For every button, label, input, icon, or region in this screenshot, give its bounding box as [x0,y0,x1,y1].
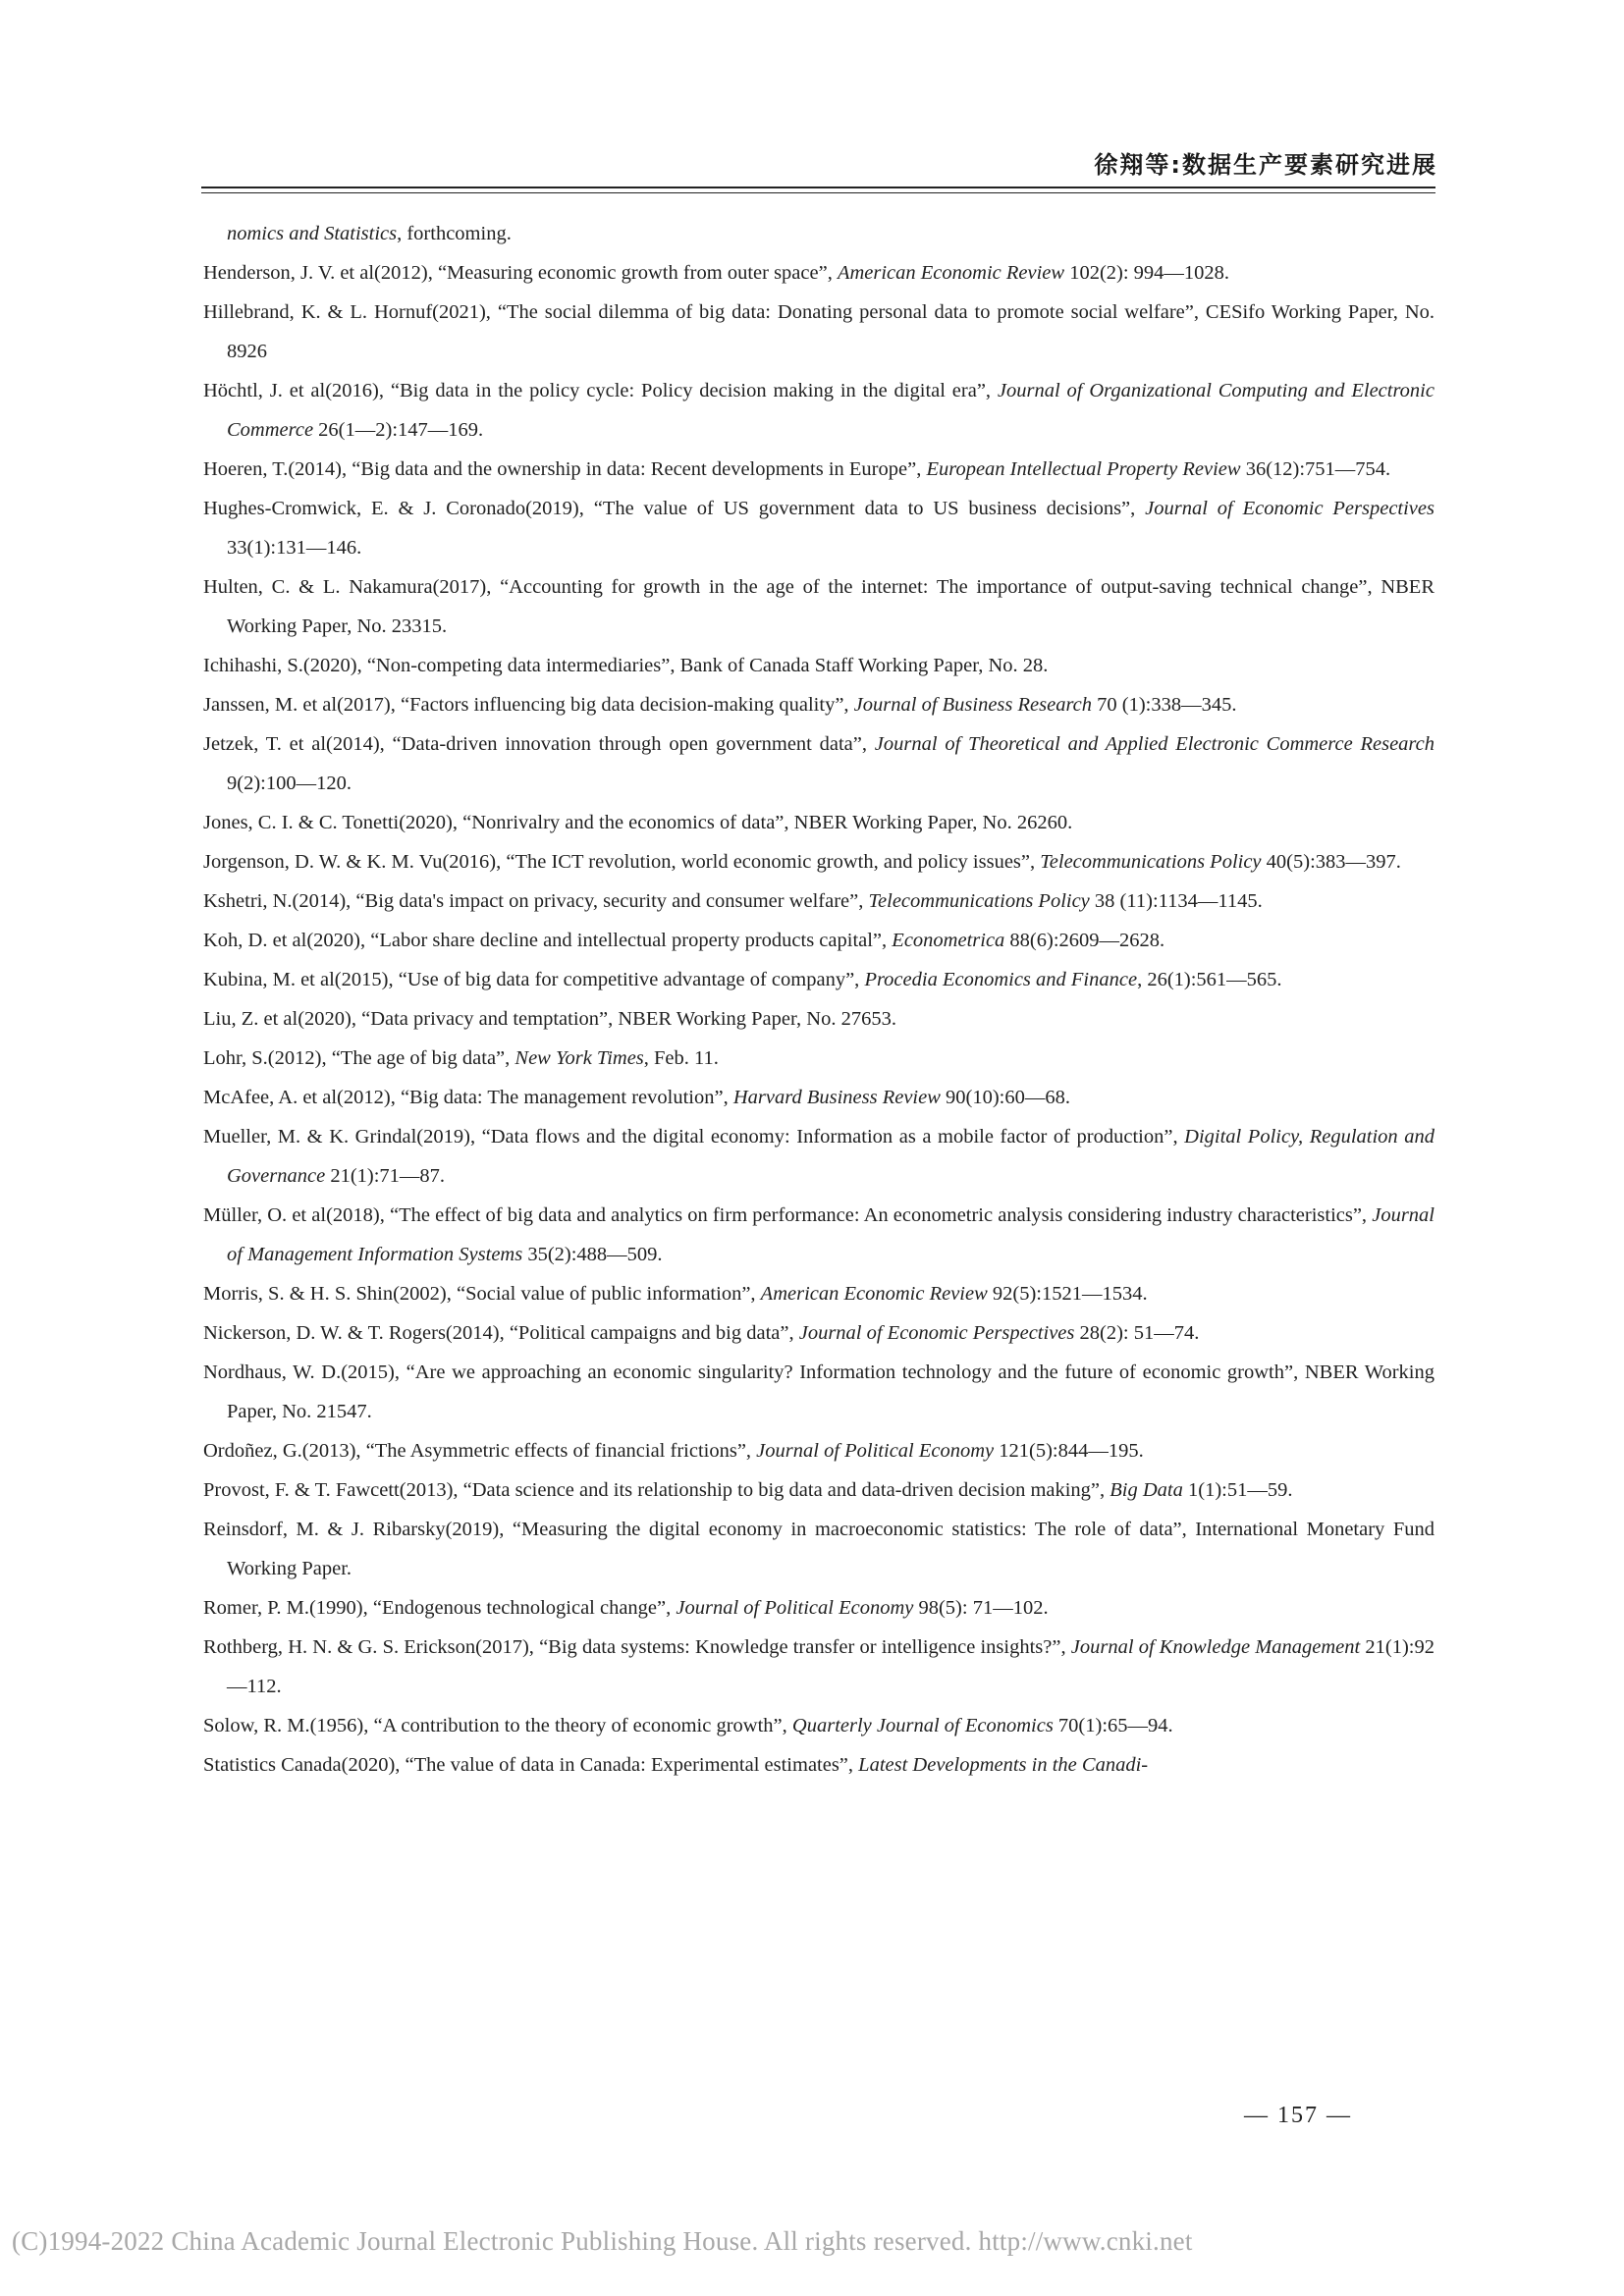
reference-text: Ordoñez, G.(2013), “The Asymmetric effects of financial frictions”, [203,1440,757,1462]
reference-text: Henderson, J. V. et al(2012), “Measuring economic growth from outer space”, [203,262,838,284]
reference-entry [203,1745,1435,1785]
running-header: 徐翔等:数据生产要素研究进展 [1094,151,1437,179]
reference-source: Harvard Business Review [732,1087,941,1108]
reference-source: Journal of Economic Perspectives [1145,498,1435,519]
reference-text: Morris, S. & H. S. Shin(2002), “Social value of public information”, [203,1283,761,1305]
reference-text: Kshetri, N.(2014), “Big data's impact on privacy, security and consumer welfare”, [203,890,869,912]
reference-citation: , forthcoming. [397,223,512,244]
reference-text: Hoeren, T.(2014), “Big data and the ownership in data: Recent developments in Europe”, [203,458,927,480]
header-rule-thin [201,192,1435,193]
reference-source: Econometrica [892,930,1005,951]
reference-citation: , 26(1):561—565. [1137,969,1282,990]
reference-text: Romer, P. M.(1990), “Endogenous technological change”, [203,1597,677,1619]
page-number: — 157 — [1244,2103,1352,2128]
reference-entry [203,1196,1435,1274]
reference-entry [203,1117,1435,1196]
reference-source: Journal of Organizational Computing and Electronic Commerce [227,380,1435,441]
reference-text: Nickerson, D. W. & T. Rogers(2014), “Political campaigns and big data”, [203,1322,799,1344]
reference-text: Höchtl, J. et al(2016), “Big data in the policy cycle: Policy decision making in the digital era”, [203,380,998,401]
reference-entry [203,450,1435,489]
reference-citation: 70(1):65—94. [1053,1715,1173,1736]
reference-text: Kubina, M. et al(2015), “Use of big data for competitive advantage of company”, [203,969,865,990]
reference-citation: 90(10):60—68. [940,1087,1071,1108]
reference-entry [203,1353,1435,1431]
reference-citation: 70 (1):338—345. [1092,694,1237,716]
reference-entry [203,1470,1435,1510]
reference-source: European Intellectual Property Review [926,458,1241,480]
reference-text: Jetzek, T. et al(2014), “Data-driven innovation through open government data”, [203,733,875,755]
reference-citation: 38 (11):1134—1145. [1089,890,1263,912]
reference-text: Müller, O. et al(2018), “The effect of big data and analytics on firm performance: An econometric analysis considering industry characteristics”, [203,1204,1373,1226]
reference-text: Provost, F. & T. Fawcett(2013), “Data science and its relationship to big data and data-driven decision making”, [203,1479,1110,1501]
reference-text: Statistics Canada(2020), “The value of data in Canada: Experimental estimates”, [203,1754,859,1776]
reference-text: Jones, C. I. & C. Tonetti(2020), “Nonrivalry and the economics of data”, NBER Working Paper, No. 26260. [203,812,1073,833]
reference-entry [203,646,1435,685]
reference-entry [203,842,1435,881]
reference-entry [203,685,1435,724]
reference-entry [203,371,1435,450]
reference-text: Lohr, S.(2012), “The age of big data”, [203,1047,515,1069]
reference-source: New York Times [514,1047,644,1069]
reference-entry [203,1039,1435,1078]
reference-source: Journal of Economic Perspectives [798,1322,1075,1344]
reference-source: Procedia Economics and Finance [864,969,1138,990]
reference-source: Journal of Political Economy [756,1440,995,1462]
reference-source: Journal of Business Research [853,694,1093,716]
reference-citation: 88(6):2609—2628. [1004,930,1165,951]
reference-entry [203,724,1435,803]
reference-source: Big Data [1110,1479,1183,1501]
reference-entry [203,960,1435,999]
reference-text: Rothberg, H. N. & G. S. Erickson(2017), “Big data systems: Knowledge transfer or intelligence insights?”, [203,1636,1071,1658]
reference-text: Mueller, M. & K. Grindal(2019), “Data flows and the digital economy: Information as a mobile factor of production”, [203,1126,1185,1148]
reference-source: Telecommunications Policy [1040,851,1262,873]
reference-entry [203,214,1435,253]
reference-citation: 92(5):1521—1534. [987,1283,1148,1305]
reference-entry [203,1628,1435,1706]
reference-citation: 26(1—2):147—169. [313,419,484,441]
reference-source: Journal of Management Information Systems [227,1204,1435,1265]
reference-entry [203,1274,1435,1313]
reference-citation: , Feb. 11. [643,1047,719,1069]
reference-text: Koh, D. et al(2020), “Labor share decline and intellectual property products capital”, [203,930,893,951]
reference-list [203,214,1435,1785]
reference-entry [203,803,1435,842]
reference-text: Reinsdorf, M. & J. Ribarsky(2019), “Measuring the digital economy in macroeconomic statistics: The role of data”, International Monetary Fund Working Paper. [203,1519,1435,1579]
reference-text: Nordhaus, W. D.(2015), “Are we approaching an economic singularity? Information technology and the future of economic growth”, NBER Working Paper, No. 21547. [203,1362,1435,1422]
reference-entry [203,1078,1435,1117]
copyright-footer: (C)1994-2022 China Academic Journal Electronic Publishing House. All rights reserved. http://www.cnki.net [12,2226,1193,2256]
reference-text: Jorgenson, D. W. & K. M. Vu(2016), “The ICT revolution, world economic growth, and policy issues”, [203,851,1041,873]
reference-text: Hillebrand, K. & L. Hornuf(2021), “The social dilemma of big data: Donating personal data to promote social welfare”, CESifo Working Paper, No. 8926 [203,301,1435,362]
reference-citation: 40(5):383—397. [1261,851,1401,873]
reference-source: American Economic Review [760,1283,988,1305]
reference-text: Hulten, C. & L. Nakamura(2017), “Accounting for growth in the age of the internet: The importance of output-saving technical change”, NBER Working Paper, No. 23315. [203,576,1435,637]
reference-citation: 21(1):71—87. [325,1165,446,1187]
reference-entry [203,567,1435,646]
reference-text: McAfee, A. et al(2012), “Big data: The management revolution”, [203,1087,733,1108]
reference-text: Liu, Z. et al(2020), “Data privacy and temptation”, NBER Working Paper, No. 27653. [203,1008,896,1030]
reference-entry [203,1706,1435,1745]
reference-citation: 9(2):100—120. [227,773,352,794]
reference-text: Solow, R. M.(1956), “A contribution to the theory of economic growth”, [203,1715,792,1736]
reference-text: Ichihashi, S.(2020), “Non-competing data intermediaries”, Bank of Canada Staff Working Paper, No. 28. [203,655,1049,676]
reference-source: Telecommunications Policy [868,890,1090,912]
reference-entry [203,293,1435,371]
reference-source: Journal of Political Economy [676,1597,914,1619]
reference-entry [203,1313,1435,1353]
reference-source: Journal of Knowledge Management [1070,1636,1361,1658]
reference-source: American Economic Review [837,262,1065,284]
reference-citation: 28(2): 51—74. [1074,1322,1200,1344]
reference-source: Quarterly Journal of Economics [791,1715,1054,1736]
reference-citation: 35(2):488—509. [522,1244,663,1265]
reference-entry [203,999,1435,1039]
reference-text: Janssen, M. et al(2017), “Factors influencing big data decision-making quality”, [203,694,854,716]
reference-entry [203,881,1435,921]
reference-citation: 21(1):92—112. [227,1636,1435,1697]
reference-citation: 33(1):131—146. [227,537,362,559]
reference-source: Digital Policy, Regulation and Governance [227,1126,1435,1187]
reference-source: Latest Developments in the Canadi- [858,1754,1149,1776]
reference-citation: 36(12):751—754. [1240,458,1391,480]
reference-entry [203,1431,1435,1470]
reference-citation: 1(1):51—59. [1182,1479,1293,1501]
reference-entry [203,1510,1435,1588]
header-rule-thick [201,187,1435,188]
reference-source: nomics and Statistics [227,223,398,244]
reference-citation: 102(2): 994—1028. [1064,262,1230,284]
reference-entry [203,253,1435,293]
reference-entry [203,489,1435,567]
reference-citation: 121(5):844—195. [994,1440,1144,1462]
reference-entry [203,1588,1435,1628]
reference-text: Hughes-Cromwick, E. & J. Coronado(2019), “The value of US government data to US business decisions”, [203,498,1146,519]
reference-source: Journal of Theoretical and Applied Electronic Commerce Research [874,733,1435,755]
reference-citation: 98(5): 71—102. [913,1597,1049,1619]
reference-entry [203,921,1435,960]
